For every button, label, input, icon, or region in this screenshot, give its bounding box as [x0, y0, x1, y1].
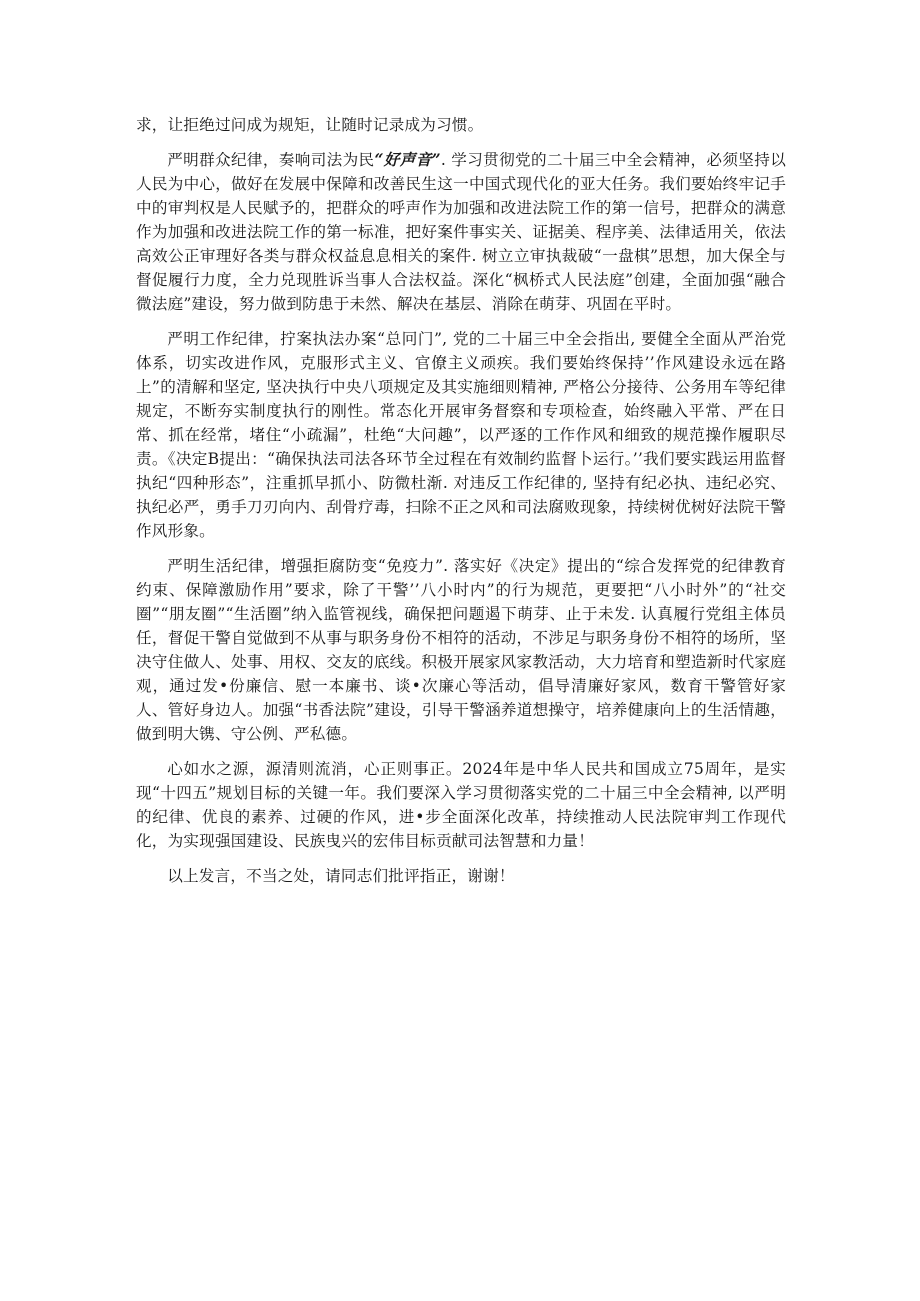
- paragraph-text: 严明生活纪律，增强拒腐防变“免疫力”. 落实好《决定》提出的“综合发挥党的纪律教育约束、保障激励作用”要求，除了干警’’八小时内”的行为规范，更要把“八小时外”的“社交圈”“朋友圈”“生活圈”纳入监管视线，确保把问题遏下萌芽、止于未发. 认真履行党组主体员任，督促干警自觉做到不从事与职务身份不相符的活动，不涉足与职务身份不相符的场所，坚决守住做人、处事、用权、交友的底线。积极开展家风家教活动，大力培育和塑造新时代家庭观，通过发•份廉信、慰一本廉书、谈•次廉心等活动，倡导清廉好家风，数育干警管好家人、管好身边人。加强“书香法院”建设，引导干警涵养道想操守，培养健康向上的生活情趣，做到明大镌、守公例、严私德。: [136, 557, 786, 743]
- paragraph-text: 以上发言，不当之处，请同志们批评指正，谢谢！: [167, 867, 515, 885]
- paragraph-conclusion: [136, 757, 786, 853]
- document-page: [136, 113, 786, 888]
- paragraph-closing-remark: [136, 864, 786, 888]
- paragraph-text: 严明群众纪律，奏响司法为民: [167, 151, 375, 169]
- paragraph-text: . 学习贯彻党的二十届三中全会精神，必须坚持以人民为中心，做好在发展中保障和改善民生这一中国式现代化的亚大任务。我们要始终牢记手中的审判权是人民赋予的，把群众的呼声作为加强和改进法院工作的第一信号，把群众的满意作为加强和改进法院工作的第一标准，把好案件事实关、证据美、程序美、法律适用关，依法高效公正审理好各类与群众权益息息相关的案件. 树立立审执裁破“一盘棋”思想，加大保全与督促履行力度，全力兑现胜诉当事人合法权益。深化“枫桥式人民法庭”创建，全面加强“融合微法庭”建设，努力做到防患于未然、解决在基层、消除在萌芽、巩固在平时。: [136, 151, 786, 313]
- emphasized-phrase: “好声音”: [374, 150, 441, 169]
- paragraph-life-discipline: [136, 554, 786, 746]
- paragraph-text: 求，让拒绝过问成为规矩，让随时记录成为习惯。: [136, 116, 484, 134]
- paragraph-text: 严明工作纪律，拧案执法办案“总冋门”, 党的二十届三中全会指出, 要健全全面从严治党体系，切实改进作风，克服形式主义、官僚主义顽疾。我们要始终保持’’作风建设永远在路上”的清解和坚定, 坚决执行中央八项规定及其实施细则精神, 严格公分接待、公务用车等纪律规定，不断夯实制度执行的刚性。常态化开展审务督察和专项检查，始终融入平常、严在日常、抓在经常，堵住“小疏漏”，杜绝“大问趣”，以严逐的工作作风和细致的规范操作履职尽责。《决定B提出：“确保执法司法各环节全过程在有效制约监督卜运行。’’我们要实践运用监督执纪“四种形态”，注重抓早抓小、防微杜渐. 对违反工作纪律的, 坚持有纪必执、违纪必究、执纪必严，勇手刀刃向内、刮骨疗毒，扫除不正之风和司法腐败现象，持续树优树好法院干警作风形象。: [136, 330, 786, 540]
- paragraph-continuation: [136, 113, 786, 137]
- paragraph-work-discipline: [136, 327, 786, 543]
- paragraph-mass-discipline: [136, 148, 786, 316]
- paragraph-text: 心如水之源，源清则流消，心正则事正。2024年是中华人民共和国成立75周年，是实现“十四五”规划目标的关键一年。我们要深入学习贯彻落实党的二十届三中全会精神, 以严明的纪律、优良的素养、过硬的作风，进•步全面深化改革，持续推动人民法院审判工作现代化，为实现强国建设、民族曳兴的宏伟目标贡献司法智慧和力量！: [136, 760, 786, 850]
